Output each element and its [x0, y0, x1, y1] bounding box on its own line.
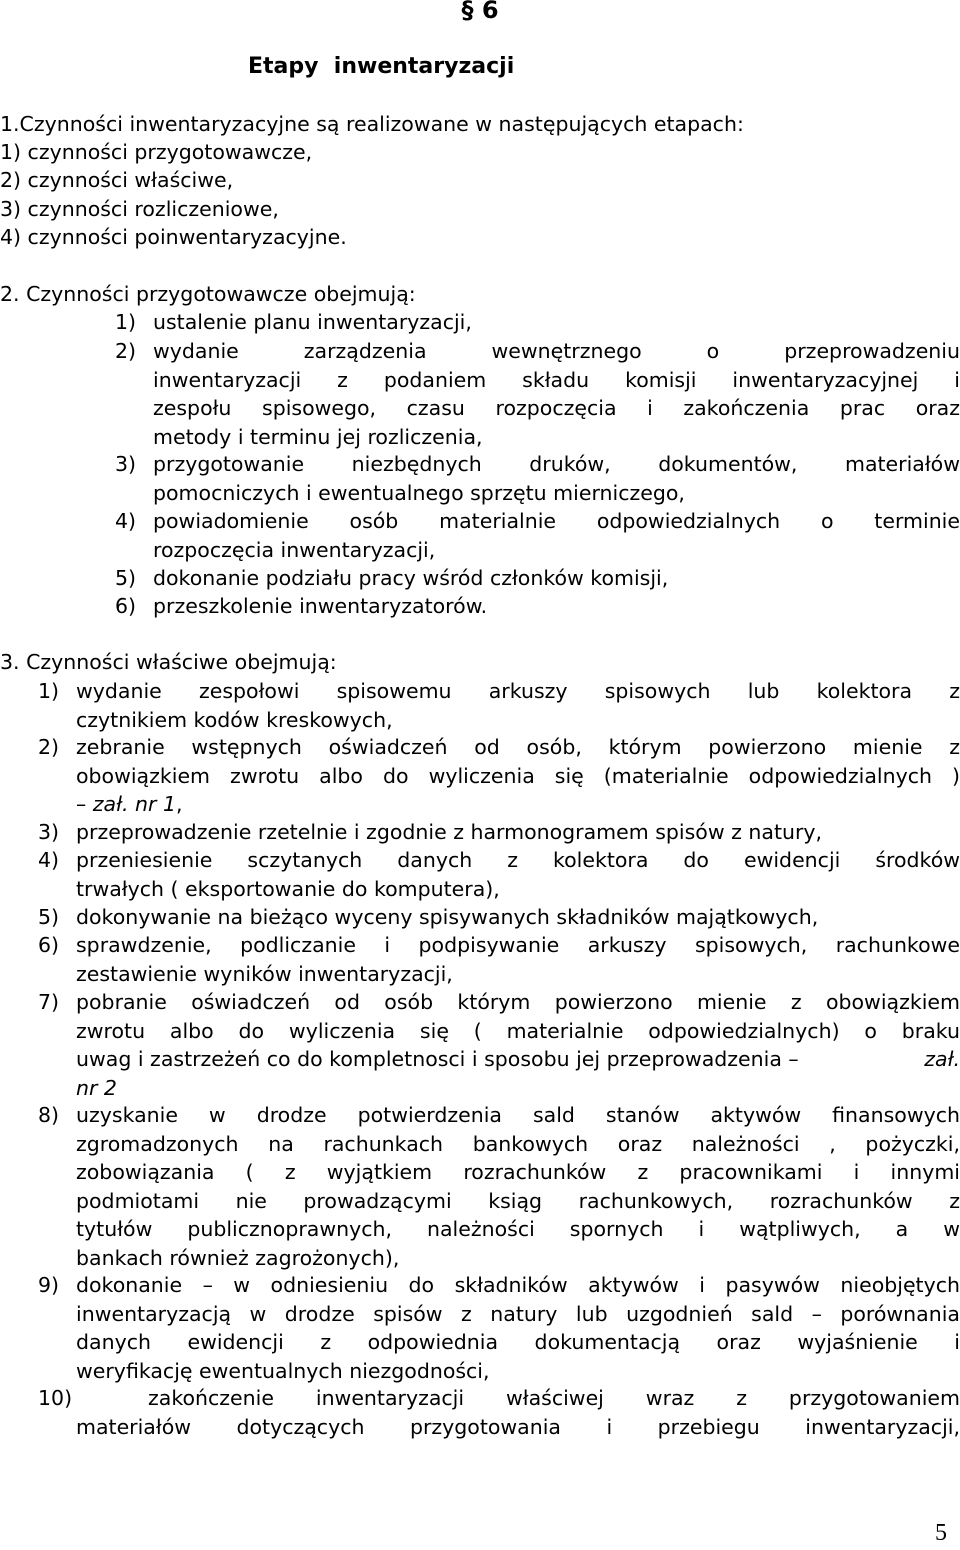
list-item — [38, 677, 960, 734]
item-text-end: , — [176, 792, 183, 816]
list-item — [38, 818, 960, 847]
list-item — [115, 564, 960, 593]
item-text: zwrotu albo do wyliczenia się ( materialnie odpowiedzialnych) o braku — [76, 1018, 960, 1043]
prep-heading: 2. Czynności przygotowawcze obejmują: — [0, 282, 416, 306]
item-text: przygotowanie niezbędnych druków, dokumentów, materiałów — [153, 452, 960, 476]
item-text: dokonanie – w odniesieniu do składników aktywów i pasywów nieobjętych — [76, 1273, 960, 1297]
item-text: sprawdzenie, podliczanie i podpisywanie arkuszy spisowych, rachunkowe — [76, 933, 960, 957]
item-text: przeniesienie sczytanych danych z kolektora do ewidencji środków — [76, 848, 960, 872]
item-text: obowiązkiem zwrotu albo do wyliczenia się (materialnie odpowiedzialnych ) — [76, 763, 960, 788]
item-text: ustalenie planu inwentaryzacji, — [153, 310, 472, 334]
item-text: zestawienie wyników inwentaryzacji, — [76, 961, 453, 986]
item-text: zakończenie inwentaryzacji właściwej wraz z przygotowaniem — [148, 1386, 960, 1410]
item-text: powiadomienie osób materialnie odpowiedzialnych o terminie — [153, 509, 960, 533]
item-text: dokonywanie na bieżąco wyceny spisywanych składników majątkowych, — [76, 905, 819, 929]
item-text: rozpoczęcia inwentaryzacji, — [153, 537, 436, 562]
item-text: metody i terminu jej rozliczenia, — [153, 424, 483, 449]
list-item — [38, 903, 960, 932]
item-number: 3) — [38, 820, 60, 844]
item-number: 1) — [115, 310, 137, 334]
item-text: pobranie oświadczeń od osób którym powierzono mienie z obowiązkiem — [76, 990, 960, 1014]
item-text: materiałów dotyczących przygotowania i przebiegu inwentaryzacji, — [76, 1414, 960, 1439]
list-item: 4) czynności poinwentaryzacyjne. — [0, 225, 347, 249]
item-text — [76, 790, 960, 819]
item-text-line — [76, 1045, 960, 1074]
item-number: 6) — [115, 594, 137, 618]
item-number: 6) — [38, 933, 60, 957]
list-item: 1) czynności przygotowawcze, — [0, 140, 313, 164]
item-text: zobowiązania ( z wyjątkiem rozrachunków z pracownikami i innymi — [76, 1160, 960, 1184]
list-item — [115, 450, 960, 507]
item-number: 9) — [38, 1273, 60, 1297]
page-number: 5 — [935, 1520, 947, 1546]
item-number: 2) — [115, 339, 137, 363]
attachment-reference: zał. — [924, 1047, 960, 1071]
list-item: 3) czynności rozliczeniowe, — [0, 197, 279, 221]
item-text: inwentaryzacji z podaniem składu komisji inwentaryzacyjnej i — [153, 367, 960, 392]
section-title: Etapy inwentaryzacji — [248, 54, 515, 79]
item-text: trwałych ( eksportowanie do komputera), — [76, 876, 500, 901]
list-item — [38, 988, 960, 1102]
item-number: 8) — [38, 1103, 60, 1127]
list-item — [38, 931, 960, 988]
item-number: 4) — [38, 848, 60, 872]
list-item — [115, 337, 960, 451]
item-text: bankach również zagrożonych), — [76, 1245, 400, 1270]
item-number: 2) — [38, 735, 60, 759]
item-number: 3) — [115, 452, 137, 476]
attachment-reference: zał. nr 1 — [92, 792, 177, 816]
item-text: uwag i zastrzeżeń co do kompletnosci i sposobu jej przeprowadzenia – — [76, 1047, 799, 1071]
item-number: 7) — [38, 990, 60, 1014]
item-text: przeszkolenie inwentaryzatorów. — [153, 594, 488, 618]
list-item — [115, 507, 960, 564]
item-number: 10) — [38, 1386, 73, 1410]
list-item — [38, 733, 960, 819]
list-item — [38, 1101, 960, 1272]
attachment-reference: nr 2 — [76, 1075, 117, 1100]
item-text: danych ewidencji z odpowiednia dokumentacją oraz wyjaśnienie i — [76, 1330, 960, 1354]
intro-heading: 1.Czynności inwentaryzacyjne są realizowane w następujących etapach: — [0, 112, 744, 136]
list-item — [38, 1271, 960, 1385]
item-text: wydanie zarządzenia wewnętrznego o przeprowadzeniu — [153, 339, 960, 363]
item-text: zespołu spisowego, czasu rozpoczęcia i zakończenia prac oraz — [153, 396, 960, 420]
item-text: zgromadzonych na rachunkach bankowych oraz należności , pożyczki, — [76, 1131, 960, 1156]
list-item — [38, 1384, 960, 1441]
item-number: 4) — [115, 509, 137, 533]
item-text: pomocniczych i ewentualnego sprzętu mierniczego, — [153, 480, 685, 505]
item-text: inwentaryzacją w drodze spisów z natury lub uzgodnień sald – porównania — [76, 1301, 960, 1326]
section-mark: § 6 — [461, 0, 499, 24]
item-number: 5) — [115, 566, 137, 590]
item-text: zebranie wstępnych oświadczeń od osób, którym powierzono mienie z — [76, 735, 960, 759]
list-item — [115, 592, 960, 621]
item-text: wydanie zespołowi spisowemu arkuszy spisowych lub kolektora z — [76, 679, 960, 703]
proper-heading: 3. Czynności właściwe obejmują: — [0, 650, 337, 674]
item-text: weryfikację ewentualnych niezgodności, — [76, 1358, 490, 1383]
item-text: czytnikiem kodów kreskowych, — [76, 707, 393, 732]
list-item: 2) czynności właściwe, — [0, 168, 234, 192]
item-text: przeprowadzenie rzetelnie i zgodnie z harmonogramem spisów z natury, — [76, 820, 823, 844]
list-item — [115, 308, 960, 337]
item-text: tytułów publicznoprawnych, należności spornych i wątpliwych, a w — [76, 1217, 960, 1241]
item-text: podmiotami nie prowadzącymi ksiąg rachunkowych, rozrachunków z — [76, 1188, 960, 1213]
item-number: 1) — [38, 679, 60, 703]
dash: – — [76, 792, 87, 816]
item-number: 5) — [38, 905, 60, 929]
list-item — [38, 846, 960, 903]
item-text: uzyskanie w drodze potwierdzenia sald stanów aktywów finansowych — [76, 1103, 960, 1127]
item-text: dokonanie podziału pracy wśród członków komisji, — [153, 566, 669, 590]
